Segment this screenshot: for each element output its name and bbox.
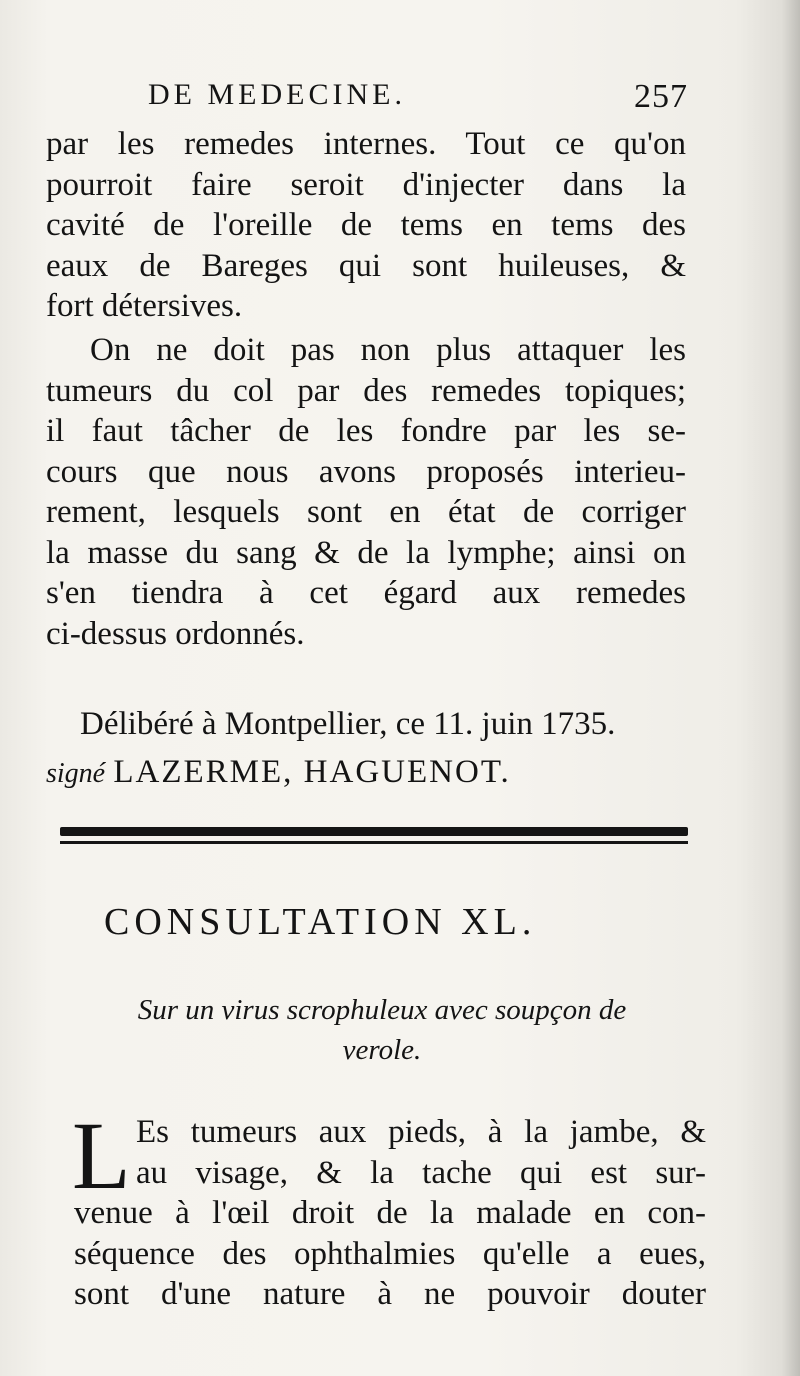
consultation-body: [72, 1102, 706, 1315]
text-line: tumeurs du col par des remedes topiques;: [46, 372, 686, 409]
drop-cap: L: [72, 1102, 131, 1209]
running-head-title: DE MEDECINE.: [148, 78, 406, 111]
text-line: venue à l'œil droit de la malade en con-: [74, 1195, 706, 1231]
signatories-line: [46, 748, 706, 798]
text-line: s'en tiendra à cet égard aux remedes: [46, 575, 686, 611]
text-line: au visage, & la tache qui est sur-: [136, 1154, 706, 1191]
signed-label: signé: [46, 758, 106, 789]
text-line: Es tumeurs aux pieds, à la jambe, &: [136, 1114, 706, 1150]
text-line: sont d'une nature à ne pouvoir douter: [74, 1276, 706, 1312]
signatory-names: LAZERME, HAGUENOT.: [113, 754, 511, 790]
subtitle-line: verole.: [342, 1034, 422, 1066]
consultation-subtitle: [64, 990, 700, 1070]
deliberation-line: Délibéré à Montpellier, ce 11. juin 1735.: [80, 706, 616, 742]
text-line: la masse du sang & de la lymphe; ainsi on: [46, 534, 686, 571]
divider-thin-rule: [60, 841, 688, 844]
paragraph-continued: [46, 124, 686, 327]
text-line: pourroit faire seroit d'injecter dans la: [46, 166, 686, 203]
text-line: fort détersives.: [46, 288, 243, 324]
text-line: cavité de l'oreille de tems en tems des: [46, 207, 686, 243]
text-line: eaux de Bareges qui sont huileuses, &: [46, 247, 686, 284]
text-line: séquence des ophthalmies qu'elle a eues,: [74, 1235, 706, 1272]
consultation-heading: CONSULTATION XL.: [104, 901, 537, 943]
page-edge-shadow: [782, 0, 800, 1376]
text-line: par les remedes internes. Tout ce qu'on: [46, 126, 686, 162]
text-line: ci-dessus ordonnés.: [46, 615, 305, 652]
page-number: 257: [634, 78, 688, 115]
text-line: il faut tâcher de les fondre par les se-: [46, 413, 686, 449]
paragraph-tumeurs: [46, 330, 686, 654]
divider-thick-rule: [60, 827, 688, 836]
running-head: [148, 78, 688, 122]
signature-block: [46, 700, 706, 798]
text-line: cours que nous avons proposés interieu-: [46, 453, 686, 490]
section-divider: [60, 827, 688, 847]
subtitle-line: Sur un virus scrophuleux avec soupçon de: [137, 994, 627, 1026]
text-line: rement, lesquels sont en état de corriger: [46, 494, 686, 530]
text-line: On ne doit pas non plus attaquer les: [90, 332, 686, 368]
